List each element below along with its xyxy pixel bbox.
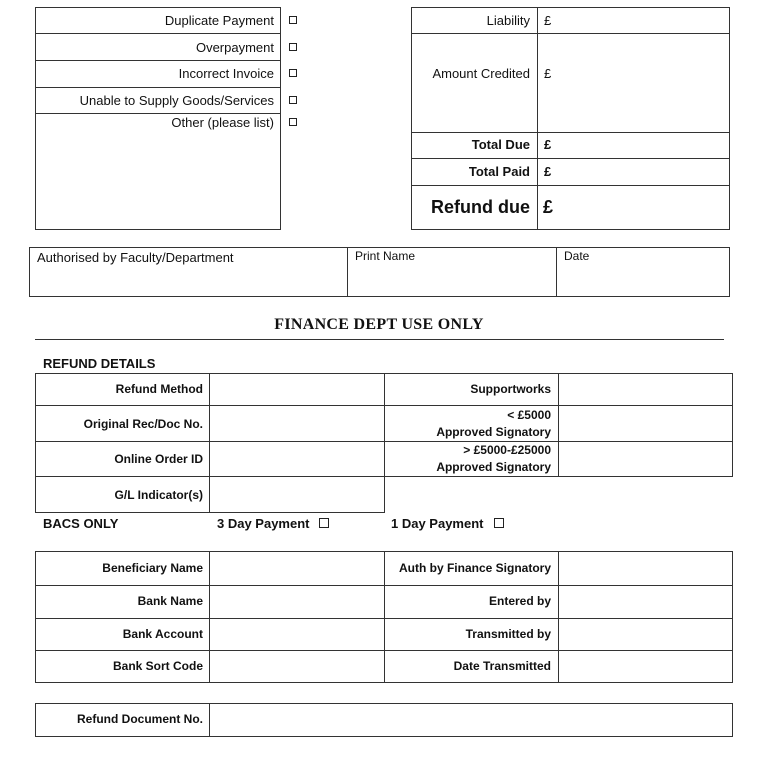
signatory-5000-25000-line1: > £5000-£25000 bbox=[463, 443, 551, 457]
signatory-under-5000-line1: < £5000 bbox=[507, 408, 551, 422]
divider bbox=[384, 405, 733, 406]
divider bbox=[35, 476, 385, 477]
liability-input[interactable] bbox=[555, 9, 727, 31]
divider bbox=[556, 247, 557, 297]
bank-name-input[interactable] bbox=[211, 588, 382, 616]
divider bbox=[558, 551, 559, 683]
original-rec-label: Original Rec/Doc No. bbox=[83, 417, 203, 431]
beneficiary-name-input[interactable] bbox=[211, 554, 382, 583]
gl-indicator-input[interactable] bbox=[211, 479, 382, 510]
refund-due-currency: £ bbox=[543, 197, 554, 217]
total-due-input[interactable] bbox=[555, 134, 727, 156]
reason-duplicate-payment-label: Duplicate Payment bbox=[164, 13, 274, 28]
divider bbox=[411, 185, 730, 186]
divider bbox=[537, 7, 538, 230]
divider bbox=[35, 33, 281, 34]
divider bbox=[35, 585, 733, 586]
total-due-currency: £ bbox=[544, 137, 552, 152]
divider bbox=[35, 650, 733, 651]
refund-document-no-input[interactable] bbox=[211, 706, 730, 734]
entered-by-input[interactable] bbox=[560, 588, 730, 616]
reason-incorrect-invoice-label: Incorrect Invoice bbox=[178, 66, 274, 81]
total-paid-currency: £ bbox=[544, 164, 552, 179]
print-name-label: Print Name bbox=[355, 249, 416, 263]
reason-unable-to-supply-label: Unable to Supply Goods/Services bbox=[79, 93, 274, 108]
supportworks-label: Supportworks bbox=[470, 382, 551, 396]
three-day-payment-label: 3 Day Payment bbox=[217, 516, 310, 531]
refund-document-no-label: Refund Document No. bbox=[77, 712, 203, 726]
bacs-only-label: BACS ONLY bbox=[43, 516, 119, 531]
authorised-by-input[interactable] bbox=[32, 270, 344, 294]
divider bbox=[35, 113, 281, 114]
one-day-payment-label: 1 Day Payment bbox=[391, 516, 484, 531]
entered-by-label: Entered by bbox=[488, 594, 551, 608]
divider bbox=[558, 373, 559, 477]
signatory-5000-25000-line2: Approved Signatory bbox=[436, 460, 551, 474]
divider bbox=[411, 132, 730, 133]
reason-incorrect-invoice-checkbox[interactable] bbox=[289, 69, 297, 77]
auth-finance-signatory-label: Auth by Finance Signatory bbox=[398, 561, 551, 575]
date-transmitted-label: Date Transmitted bbox=[453, 659, 551, 673]
online-order-id-label: Online Order ID bbox=[114, 452, 203, 466]
reason-overpayment-checkbox[interactable] bbox=[289, 43, 297, 51]
bank-name-label: Bank Name bbox=[137, 594, 203, 608]
divider bbox=[209, 373, 210, 513]
total-paid-label: Total Paid bbox=[468, 164, 530, 179]
reason-other-textarea[interactable] bbox=[38, 133, 278, 227]
date-input[interactable] bbox=[559, 270, 727, 294]
print-name-input[interactable] bbox=[350, 270, 553, 294]
finance-dept-title: FINANCE DEPT USE ONLY bbox=[274, 316, 484, 333]
bank-sort-code-input[interactable] bbox=[211, 653, 382, 680]
reason-duplicate-payment-checkbox[interactable] bbox=[289, 16, 297, 24]
reason-unable-to-supply-checkbox[interactable] bbox=[289, 96, 297, 104]
divider bbox=[35, 618, 733, 619]
reason-overpayment-label: Overpayment bbox=[195, 40, 274, 55]
reason-other-label: Other (please list) bbox=[171, 115, 274, 130]
divider bbox=[35, 60, 281, 61]
liability-label: Liability bbox=[486, 13, 530, 28]
signatory-5000-25000-input[interactable] bbox=[560, 444, 730, 474]
refund-method-input[interactable] bbox=[211, 376, 382, 403]
online-order-id-input[interactable] bbox=[211, 444, 382, 474]
total-due-label: Total Due bbox=[471, 137, 530, 152]
liability-currency: £ bbox=[544, 13, 552, 28]
signatory-under-5000-input[interactable] bbox=[560, 408, 730, 439]
bank-sort-code-label: Bank Sort Code bbox=[112, 659, 203, 673]
divider bbox=[209, 703, 210, 737]
signatory-under-5000-line2: Approved Signatory bbox=[436, 425, 551, 439]
refund-due-label: Refund due bbox=[431, 197, 530, 217]
divider bbox=[384, 551, 385, 683]
amount-credited-input[interactable] bbox=[555, 62, 727, 84]
transmitted-by-label: Transmitted by bbox=[465, 627, 551, 641]
authorised-by-label: Authorised by Faculty/Department bbox=[37, 250, 234, 265]
date-transmitted-input[interactable] bbox=[560, 653, 730, 680]
divider bbox=[347, 247, 348, 297]
amount-credited-currency: £ bbox=[544, 66, 552, 81]
original-rec-input[interactable] bbox=[211, 408, 382, 439]
one-day-payment-checkbox[interactable] bbox=[494, 518, 504, 528]
reason-other-checkbox[interactable] bbox=[289, 118, 297, 126]
supportworks-input[interactable] bbox=[560, 376, 730, 403]
transmitted-by-input[interactable] bbox=[560, 621, 730, 648]
divider bbox=[35, 441, 385, 442]
amount-credited-label: Amount Credited bbox=[432, 66, 530, 81]
refund-due-input[interactable] bbox=[558, 195, 727, 221]
divider bbox=[384, 441, 733, 442]
three-day-payment-checkbox[interactable] bbox=[319, 518, 329, 528]
bank-account-input[interactable] bbox=[211, 621, 382, 648]
title-underline bbox=[35, 339, 724, 340]
date-label: Date bbox=[564, 249, 590, 263]
beneficiary-name-label: Beneficiary Name bbox=[102, 561, 203, 575]
divider bbox=[35, 87, 281, 88]
divider bbox=[209, 551, 210, 683]
gl-indicator-label: G/L Indicator(s) bbox=[114, 488, 203, 502]
total-paid-input[interactable] bbox=[555, 160, 727, 182]
divider bbox=[411, 33, 730, 34]
bank-account-label: Bank Account bbox=[122, 627, 203, 641]
divider bbox=[411, 158, 730, 159]
auth-finance-signatory-input[interactable] bbox=[560, 554, 730, 583]
refund-details-heading: REFUND DETAILS bbox=[43, 356, 156, 371]
divider bbox=[35, 405, 385, 406]
refund-method-label: Refund Method bbox=[115, 382, 203, 396]
